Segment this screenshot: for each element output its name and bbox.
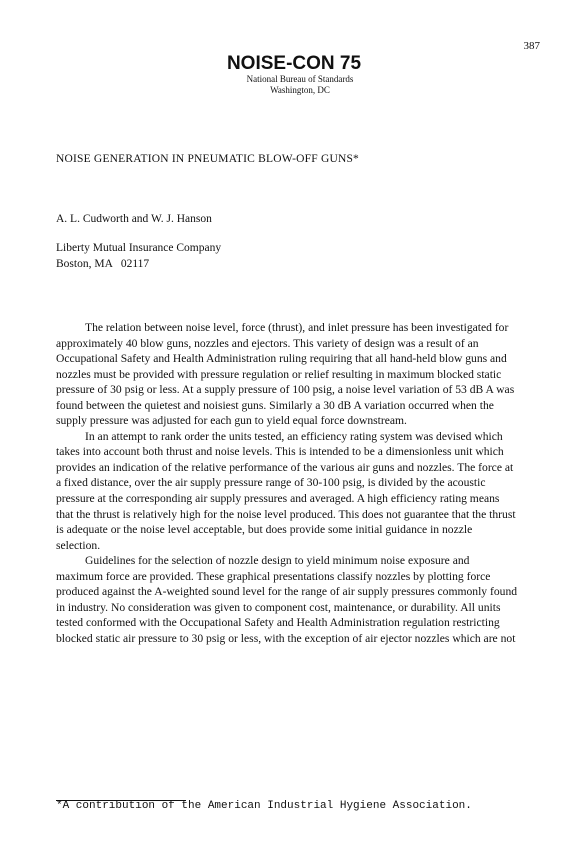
abstract-body (56, 320, 518, 646)
page-number: 387 (523, 40, 540, 52)
author-affiliation (56, 240, 221, 272)
paragraph-3: Guidelines for the selection of nozzle design to yield minimum noise exposure and maximum force are provided. These graphical presentations classify nozzles by plotting force produced against the A-weighted sound level for the range of air supply pressures commonly found in industry. No consideration was given to component cost, maintenance, or durability. All units tested conformed with the Occupational Safety and Health Administration regulation restricting blocked static air pressure to 30 psig or less, with the exception of air ejector nozzles which are not (56, 554, 518, 645)
conference-title: NOISE-CON 75 (226, 53, 362, 74)
conference-header (0, 54, 570, 96)
conference-organization: National Bureau of Standards (246, 74, 354, 84)
affiliation-institution: Liberty Mutual Insurance Company (56, 242, 222, 254)
footnote: *A contribution of the American Industrial Hygiene Association. (56, 800, 472, 812)
paragraph-1: The relation between noise level, force (thrust), and inlet pressure has been investigated for approximately 40 blow guns, nozzles and ejectors. This variety of design was a result of an Occupational Safety and Health Administration ruling requiring that all hand-held blow guns and nozzles must be provided with pressure regulation or relief resulting in maximum blocked static pressure of 30 psig or less. At a supply pressure of 100 psig, a noise level variation of 53 dB A was found between the quietest and noisiest guns. Similarly a 30 dB A variation occurred when the supply pressure was adjusted for each gun to yield equal force downstream. (56, 321, 515, 428)
conference-location: Washington, DC (270, 85, 330, 95)
affiliation-address: Boston, MA 02117 (56, 258, 150, 270)
paragraph-2: In an attempt to rank order the units tested, an efficiency rating system was devised which takes into account both thrust and noise levels. This is intended to be a dimensionless unit which provides an indication of the relative performance of the various air guns and nozzles. The force at a fixed distance, over the air supply pressure range of 30-100 psig, is divided by the acoustic pressure at the corresponding air supply pressures and averaged. A high efficiency rating means that the thrust is relatively high for the noise level produced. This does not guarantee that the thrust is adequate or the noise level acceptable, but does provide some initial guidance in nozzle selection. (56, 429, 516, 552)
paper-authors: A. L. Cudworth and W. J. Hanson (56, 213, 212, 225)
paper-title: NOISE GENERATION IN PNEUMATIC BLOW-OFF GUNS* (56, 153, 360, 165)
